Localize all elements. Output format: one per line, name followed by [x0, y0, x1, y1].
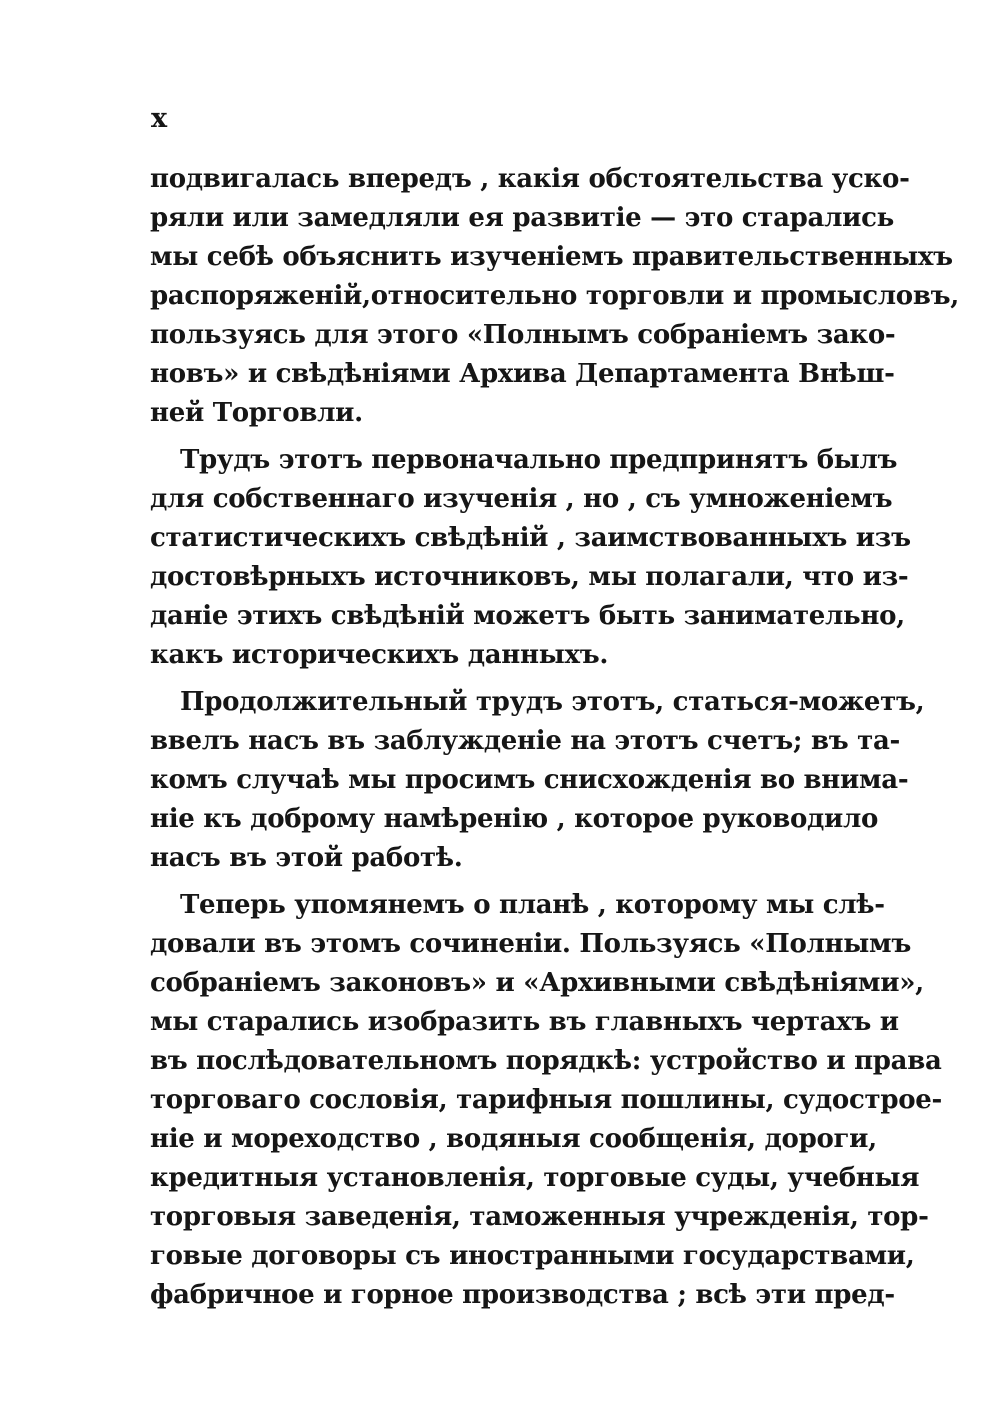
- text-line: въ послѣдовательномъ порядкѣ: устройство и права: [150, 1046, 942, 1076]
- text-line: Теперь упомянемъ о планѣ , которому мы слѣ-: [180, 890, 885, 920]
- text-line: торговыя заведенія, таможенныя учрежденія, тор-: [150, 1202, 929, 1232]
- text-line: насъ въ этой работѣ.: [150, 843, 463, 873]
- text-line: Трудъ этотъ первоначально предпринятъ былъ: [180, 445, 898, 475]
- paragraph-3: [150, 683, 925, 878]
- paragraph-2: [150, 441, 911, 675]
- text-line: ряли или замедляли ея развитіе — это старались: [150, 203, 894, 233]
- text-line: подвигалась впередъ , какія обстоятельства уско-: [150, 164, 910, 194]
- text-line: мы старались изобразить въ главныхъ чертахъ и: [150, 1007, 899, 1037]
- paragraph-4: [150, 886, 942, 1315]
- text-line: кредитныя установленія, торговые суды, учебныя: [150, 1163, 920, 1193]
- text-line: ввелъ насъ въ заблужденіе на этотъ счетъ; въ та-: [150, 726, 900, 756]
- text-line: для собственнаго изученія , но , съ умноженіемъ: [150, 484, 893, 514]
- text-line: распоряженій,относительно торговли и промысловъ,: [150, 281, 959, 311]
- text-line: довали въ этомъ сочиненіи. Пользуясь «Полнымъ: [150, 929, 911, 959]
- text-line: торговаго сословія, тарифныя пошлины, судострое-: [150, 1085, 942, 1115]
- page-number: x: [151, 103, 168, 134]
- text-line: новъ» и свѣдѣніями Архива Департамента Внѣш-: [150, 359, 895, 389]
- text-line: пользуясь для этого «Полнымъ собраніемъ зако-: [150, 320, 896, 350]
- text-line: ней Торговли.: [150, 398, 363, 428]
- text-line: статистическихъ свѣдѣній , заимствованныхъ изъ: [150, 523, 911, 553]
- paragraph-gap: [150, 675, 800, 683]
- text-line: какъ историческихъ данныхъ.: [150, 640, 609, 670]
- body-text: [150, 160, 959, 1315]
- text-line: мы себѣ объяснить изученіемъ правительственныхъ: [150, 242, 953, 272]
- paragraph-gap: [150, 433, 800, 441]
- paragraph-gap: [150, 878, 800, 886]
- text-line: ніе и мореходство , водяныя сообщенія, дороги,: [150, 1124, 877, 1154]
- text-line: Продолжительный трудъ этотъ, статься-можетъ,: [180, 687, 925, 717]
- text-line: комъ случаѣ мы просимъ снисхожденія во внима-: [150, 765, 909, 795]
- text-line: говые договоры съ иностранными государствами,: [150, 1241, 915, 1271]
- text-line: собраніемъ законовъ» и «Архивными свѣдѣніями»,: [150, 968, 924, 998]
- text-line: фабричное и горное производства ; всѣ эти пред-: [150, 1280, 895, 1310]
- text-line: ніе къ доброму намѣренію , которое руководило: [150, 804, 879, 834]
- paragraph-1: [150, 160, 959, 433]
- text-line: достовѣрныхъ источниковъ, мы полагали, что из-: [150, 562, 909, 592]
- text-line: даніе этихъ свѣдѣній можетъ быть занимательно,: [150, 601, 905, 631]
